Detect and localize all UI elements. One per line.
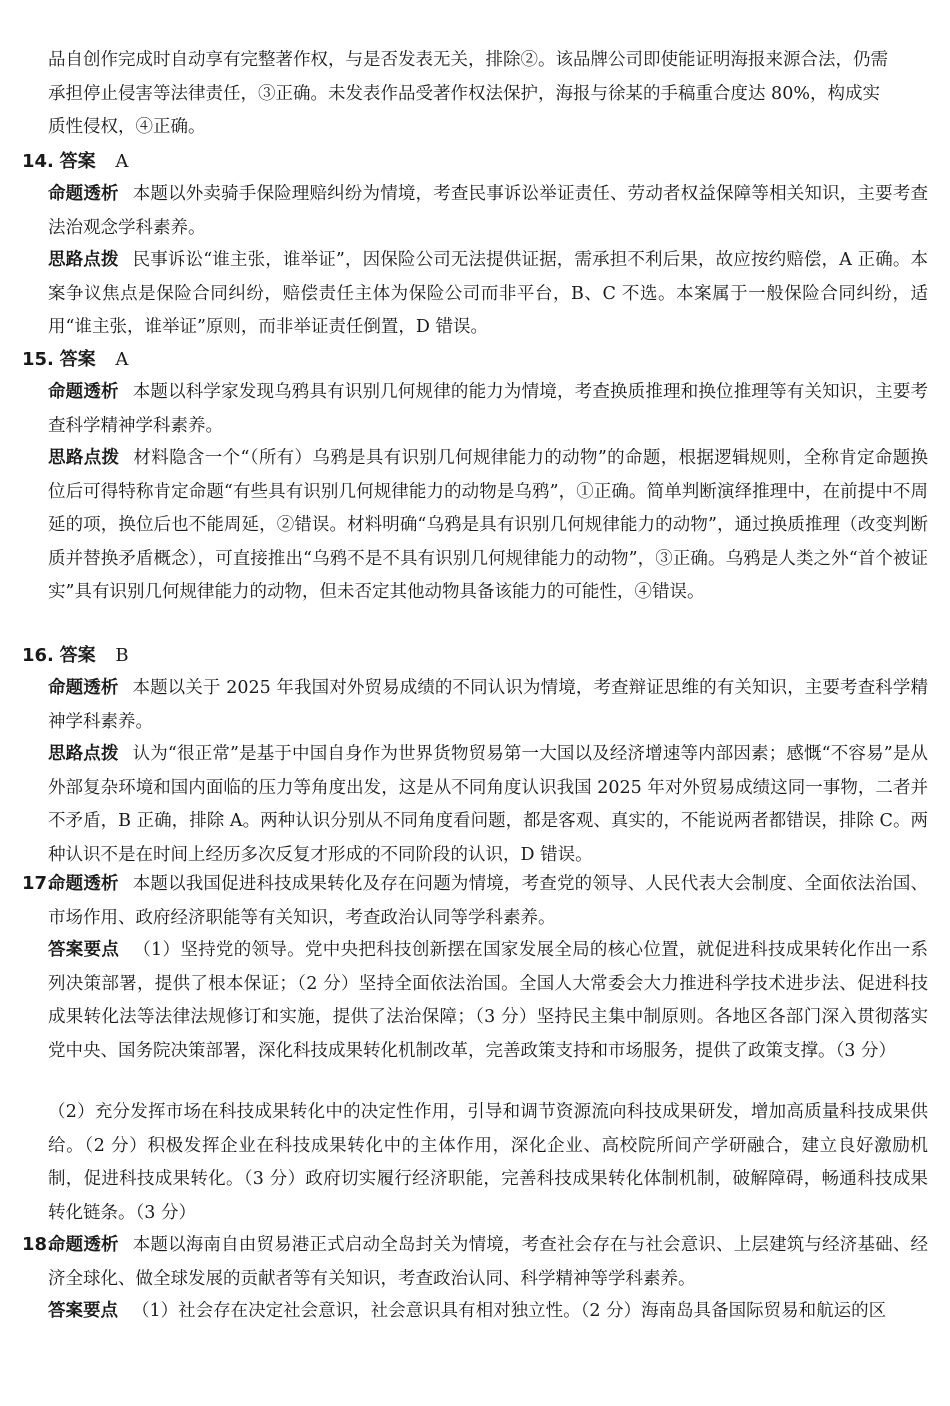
q14-answer: A bbox=[115, 151, 129, 172]
q14-hint bbox=[48, 244, 928, 345]
q17-points-2 bbox=[48, 1096, 928, 1230]
q15-hint bbox=[48, 442, 928, 610]
q15-answer: A bbox=[115, 349, 129, 370]
q17-intro bbox=[48, 868, 928, 935]
q16-intro bbox=[48, 672, 928, 739]
q14-intro-text: 本题以外卖骑手保险理赔纠纷为情境，考查民事诉讼举证责任、劳动者权益保障等相关知识，主要考查法治观念学科素养。 bbox=[48, 184, 929, 238]
q16-intro-text: 本题以关于 2025 年我国对外贸易成绩的不同认识为情境，考查辩证思维的有关知识，主要考查科学精神学科素养。 bbox=[48, 678, 928, 732]
carryover-line-1: 品自创作完成时自动享有完整著作权，与是否发表无关，排除②。该品牌公司即使能证明海报来源合法，仍需 bbox=[48, 50, 888, 70]
q14-intro-label: 命题透析 bbox=[48, 184, 119, 204]
q17-points-1 bbox=[48, 934, 928, 1068]
q18-number: 18. bbox=[22, 1234, 54, 1255]
q14-number: 14. bbox=[22, 151, 54, 172]
q15-intro-label: 命题透析 bbox=[48, 382, 119, 402]
q16-answer: B bbox=[115, 645, 129, 666]
q16-hint-label: 思路点拨 bbox=[48, 744, 119, 764]
q18-intro-text: 本题以海南自由贸易港正式启动全岛封关为情境，考查社会存在与社会意识、上层建筑与经济基础、经济全球化、做全球发展的贡献者等有关知识，考查政治认同、科学精神等学科素养。 bbox=[48, 1235, 929, 1289]
carryover-paragraph bbox=[48, 44, 928, 145]
q15-intro-text: 本题以科学家发现乌鸦具有识别几何规律的能力为情境，考查换质推理和换位推理等有关知识，主要考查科学精神学科素养。 bbox=[48, 382, 929, 436]
carryover-line-2: 承担停止侵害等法律责任，③正确。未发表作品受著作权法保护，海报与徐某的手稿重合度达 80%，构成实 bbox=[48, 83, 880, 104]
q16-hint-text: 认为“很正常”是基于中国自身作为世界货物贸易第一大国以及经济增速等内部因素；感慨“不容易”是从外部复杂环境和国内面临的压力等角度出发，这是从不同角度认识我国 2025 年对外贸易成绩这同一事物，二者并不矛盾，B 正确，排除 A。两种认识分别从不同角度看问题，都是客观、真实的，不能说两者都错误，排除 C。两种认识不是在时间上经历多次反复才形成的不同阶段的认识，D 错误。 bbox=[48, 744, 928, 865]
q17-points-label: 答案要点 bbox=[48, 940, 120, 960]
q14-header bbox=[22, 147, 128, 177]
q15-number: 15. bbox=[22, 349, 54, 370]
q16-header bbox=[22, 641, 129, 671]
q15-hint-label: 思路点拨 bbox=[48, 448, 120, 468]
q15-answer-label: 答案 bbox=[59, 349, 96, 370]
q18-intro-label: 命题透析 bbox=[48, 1235, 119, 1255]
q15-hint-text: 材料隐含一个“（所有）乌鸦是具有识别几何规律能力的动物”的命题，根据逻辑规则，全称肯定命题换位后可得特称肯定命题“有些具有识别几何规律能力的动物是乌鸦”，①正确。简单判断演绎推理中，在前提中不周延的项，换位后也不能周延，②错误。材料明确“乌鸦是具有识别几何规律能力的动物”，通过换质推理（改变判断质并替换矛盾概念），可直接推出“乌鸦不是不具有识别几何规律能力的动物”，③正确。乌鸦是人类之外“首个被证实”具有识别几何规律能力的动物，但未否定其他动物具备该能力的可能性，④错误。 bbox=[48, 448, 929, 602]
q18-points-1 bbox=[48, 1295, 928, 1329]
q14-hint-text: 民事诉讼“谁主张，谁举证”，因保险公司无法提供证据，需承担不利后果，故应按约赔偿，A 正确。本案争议焦点是保险合同纠纷，赔偿责任主体为保险公司而非平台，B、C 不选。本案属于一般保险合同纠纷，适用“谁主张，谁举证”原则，而非举证责任倒置，D 错误。 bbox=[48, 250, 929, 337]
q16-hint bbox=[48, 738, 928, 872]
q18-points-1-text: （1）社会存在决定社会意识，社会意识具有相对独立性。（2 分）海南岛具备国际贸易和航运的区 bbox=[132, 1301, 887, 1321]
q14-hint-label: 思路点拨 bbox=[48, 250, 119, 270]
q17-number: 17. bbox=[22, 873, 54, 894]
q15-header bbox=[22, 345, 128, 375]
q14-intro bbox=[48, 178, 928, 245]
q14-answer-label: 答案 bbox=[59, 151, 96, 172]
q17-points-1-text: （1）坚持党的领导。党中央把科技创新摆在国家发展全局的核心位置，就促进科技成果转化作出一系列决策部署，提供了根本保证；（2 分）坚持全面依法治国。全国人大常委会大力推进科学技术进步法、促进科技成果转化法等法律法规修订和实施，提供了法治保障；（3 分）坚持民主集中制原则。各地区各部门深入贯彻落实党中央、国务院决策部署，深化科技成果转化机制改革，完善政策支持和市场服务，提供了政策支撑。（3 分） bbox=[48, 940, 929, 1061]
q17-points-2-text: （2）充分发挥市场在科技成果转化中的决定性作用，引导和调节资源流向科技成果研发，增加高质量科技成果供给。（2 分）积极发挥企业在科技成果转化中的主体作用，深化企业、高校院所间产学研融合，建立良好激励机制，促进科技成果转化。（3 分）政府切实履行经济职能，完善科技成果转化体制机制，破解障碍，畅通科技成果转化链条。（3 分） bbox=[48, 1102, 928, 1223]
q16-number: 16. bbox=[22, 645, 54, 666]
q16-answer-label: 答案 bbox=[59, 645, 96, 666]
carryover-line-3: 质性侵权，④正确。 bbox=[48, 117, 206, 137]
q18-intro bbox=[48, 1229, 928, 1296]
q17-intro-label: 命题透析 bbox=[48, 874, 119, 894]
q17-intro-text: 本题以我国促进科技成果转化及存在问题为情境，考查党的领导、人民代表大会制度、全面依法治国、市场作用、政府经济职能等有关知识，考查政治认同等学科素养。 bbox=[48, 874, 929, 928]
q18-points-label: 答案要点 bbox=[48, 1301, 118, 1321]
q16-intro-label: 命题透析 bbox=[48, 678, 119, 698]
q15-intro bbox=[48, 376, 928, 443]
